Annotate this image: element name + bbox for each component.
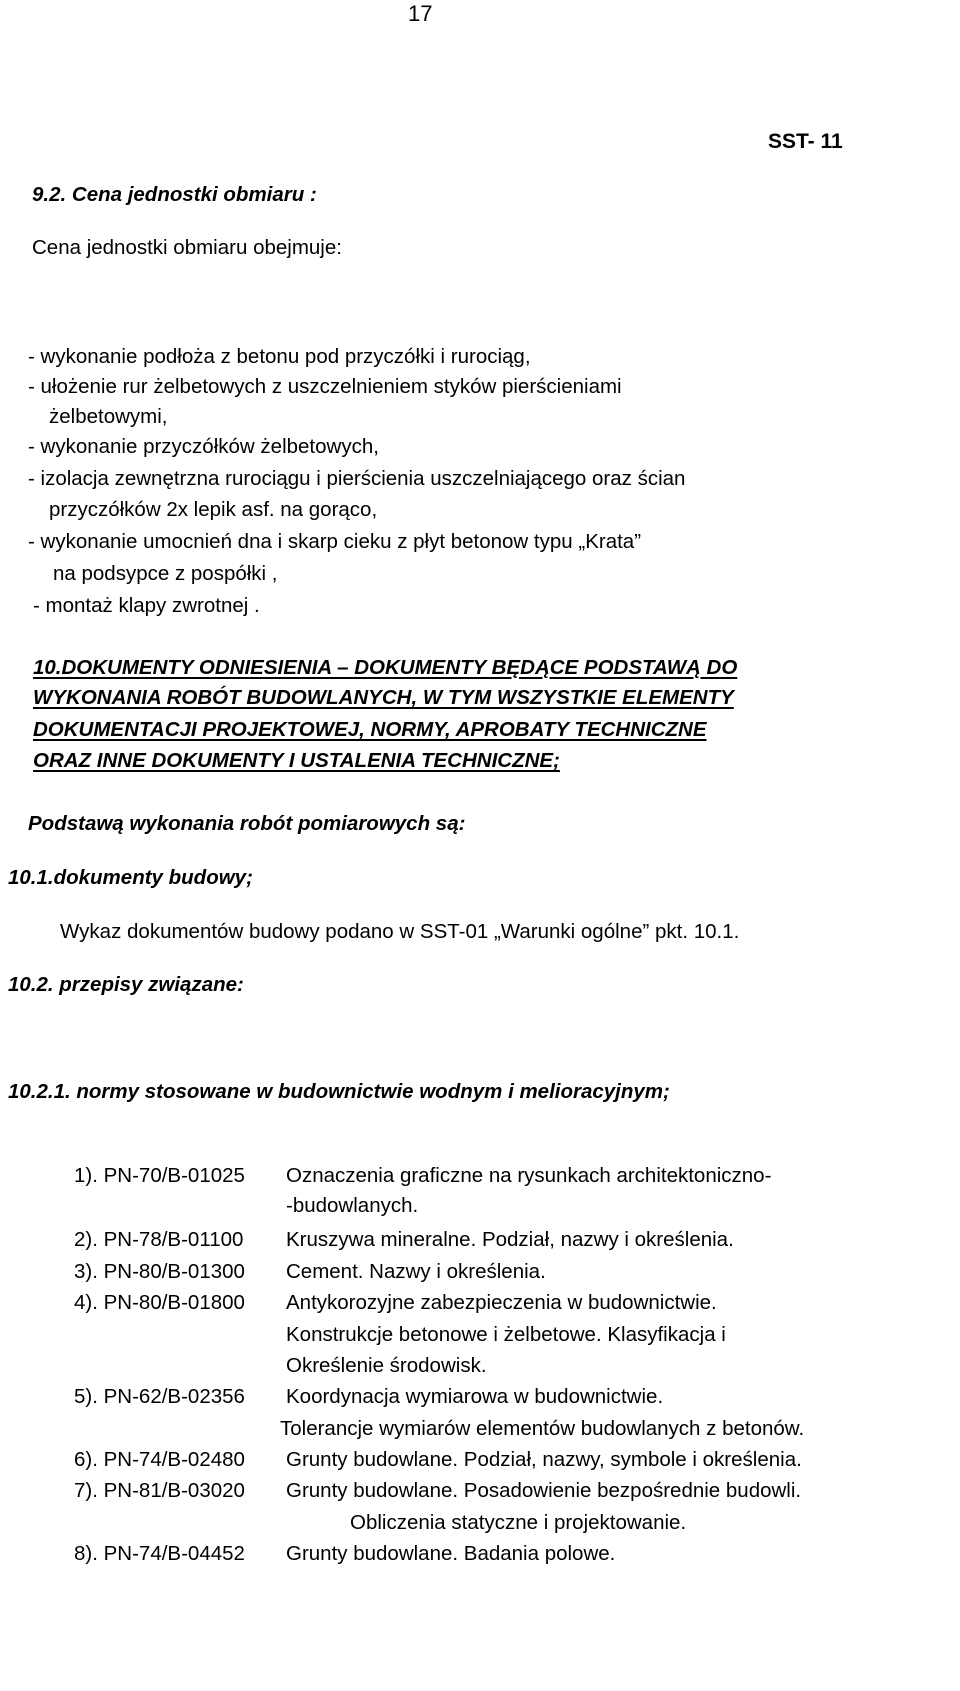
norm-code: 6). PN-74/B-02480	[74, 1448, 245, 1471]
subsection-10-1-heading: 10.1.dokumenty budowy;	[8, 866, 253, 889]
list-item: przyczółków 2x lepik asf. na gorąco,	[49, 498, 378, 521]
norm-code: 4). PN-80/B-01800	[74, 1291, 245, 1314]
list-item: na podsypce z pospółki ,	[53, 562, 278, 585]
section-10-heading-line-3: DOKUMENTACJI PROJEKTOWEJ, NORMY, APROBATY TECHNICZNE	[33, 718, 707, 741]
norm-description: Obliczenia statyczne i projektowanie.	[350, 1511, 687, 1534]
subsection-10-2-1-heading: 10.2.1. normy stosowane w budownictwie wodnym i melioracyjnym;	[8, 1080, 670, 1103]
norm-description: Koordynacja wymiarowa w budownictwie.	[286, 1385, 664, 1408]
norm-description: Cement. Nazwy i określenia.	[286, 1260, 546, 1283]
norm-description: Grunty budowlane. Badania polowe.	[286, 1542, 616, 1565]
page-number: 17	[408, 1, 433, 26]
norm-description: -budowlanych.	[286, 1194, 419, 1217]
list-item: - wykonanie przyczółków żelbetowych,	[28, 435, 379, 458]
section-10-heading-line-4: ORAZ INNE DOKUMENTY I USTALENIA TECHNICZNE;	[33, 749, 560, 772]
subsection-10-2-heading: 10.2. przepisy związane:	[8, 973, 244, 996]
list-item: - izolacja zewnętrzna rurociągu i pierścienia uszczelniającego oraz ścian	[28, 467, 686, 490]
norm-description: Określenie środowisk.	[286, 1354, 487, 1377]
norm-description: Kruszywa mineralne. Podział, nazwy i określenia.	[286, 1228, 734, 1251]
norm-description: Antykorozyjne zabezpieczenia w budownictwie.	[286, 1291, 717, 1314]
list-item: - ułożenie rur żelbetowych z uszczelnieniem styków pierścieniami	[28, 375, 622, 398]
norm-description: Tolerancje wymiarów elementów budowlanych z betonów.	[280, 1417, 805, 1440]
section-10-heading-line-1: 10.DOKUMENTY ODNIESIENIA – DOKUMENTY BĘDĄCE PODSTAWĄ DO	[33, 656, 738, 679]
norm-code: 3). PN-80/B-01300	[74, 1260, 245, 1283]
section-9-2-intro: Cena jednostki obmiaru obejmuje:	[32, 236, 342, 259]
basis-heading: Podstawą wykonania robót pomiarowych są:	[28, 812, 466, 835]
norm-code: 8). PN-74/B-04452	[74, 1542, 245, 1565]
list-item: - montaż klapy zwrotnej .	[33, 594, 260, 617]
norm-description: Grunty budowlane. Posadowienie bezpośrednie budowli.	[286, 1479, 802, 1502]
section-9-2-heading: 9.2. Cena jednostki obmiaru :	[32, 183, 317, 206]
list-item: żelbetowymi,	[49, 405, 168, 428]
document-code: SST- 11	[768, 130, 843, 153]
norm-code: 7). PN-81/B-03020	[74, 1479, 245, 1502]
norm-code: 2). PN-78/B-01100	[74, 1228, 244, 1251]
section-10-heading-line-2: WYKONANIA ROBÓT BUDOWLANYCH, W TYM WSZYSTKIE ELEMENTY	[33, 686, 734, 709]
list-item: - wykonanie podłoża z betonu pod przyczółki i rurociąg,	[28, 345, 531, 368]
norm-description: Oznaczenia graficzne na rysunkach architektoniczno-	[286, 1164, 772, 1187]
list-item: - wykonanie umocnień dna i skarp cieku z płyt betonow typu „Krata”	[28, 530, 642, 553]
norm-code: 5). PN-62/B-02356	[74, 1385, 245, 1408]
norm-description: Konstrukcje betonowe i żelbetowe. Klasyfikacja i	[286, 1323, 726, 1346]
subsection-10-1-text: Wykaz dokumentów budowy podano w SST-01 „Warunki ogólne” pkt. 10.1.	[60, 920, 740, 943]
norm-code: 1). PN-70/B-01025	[74, 1164, 245, 1187]
norm-description: Grunty budowlane. Podział, nazwy, symbole i określenia.	[286, 1448, 802, 1471]
